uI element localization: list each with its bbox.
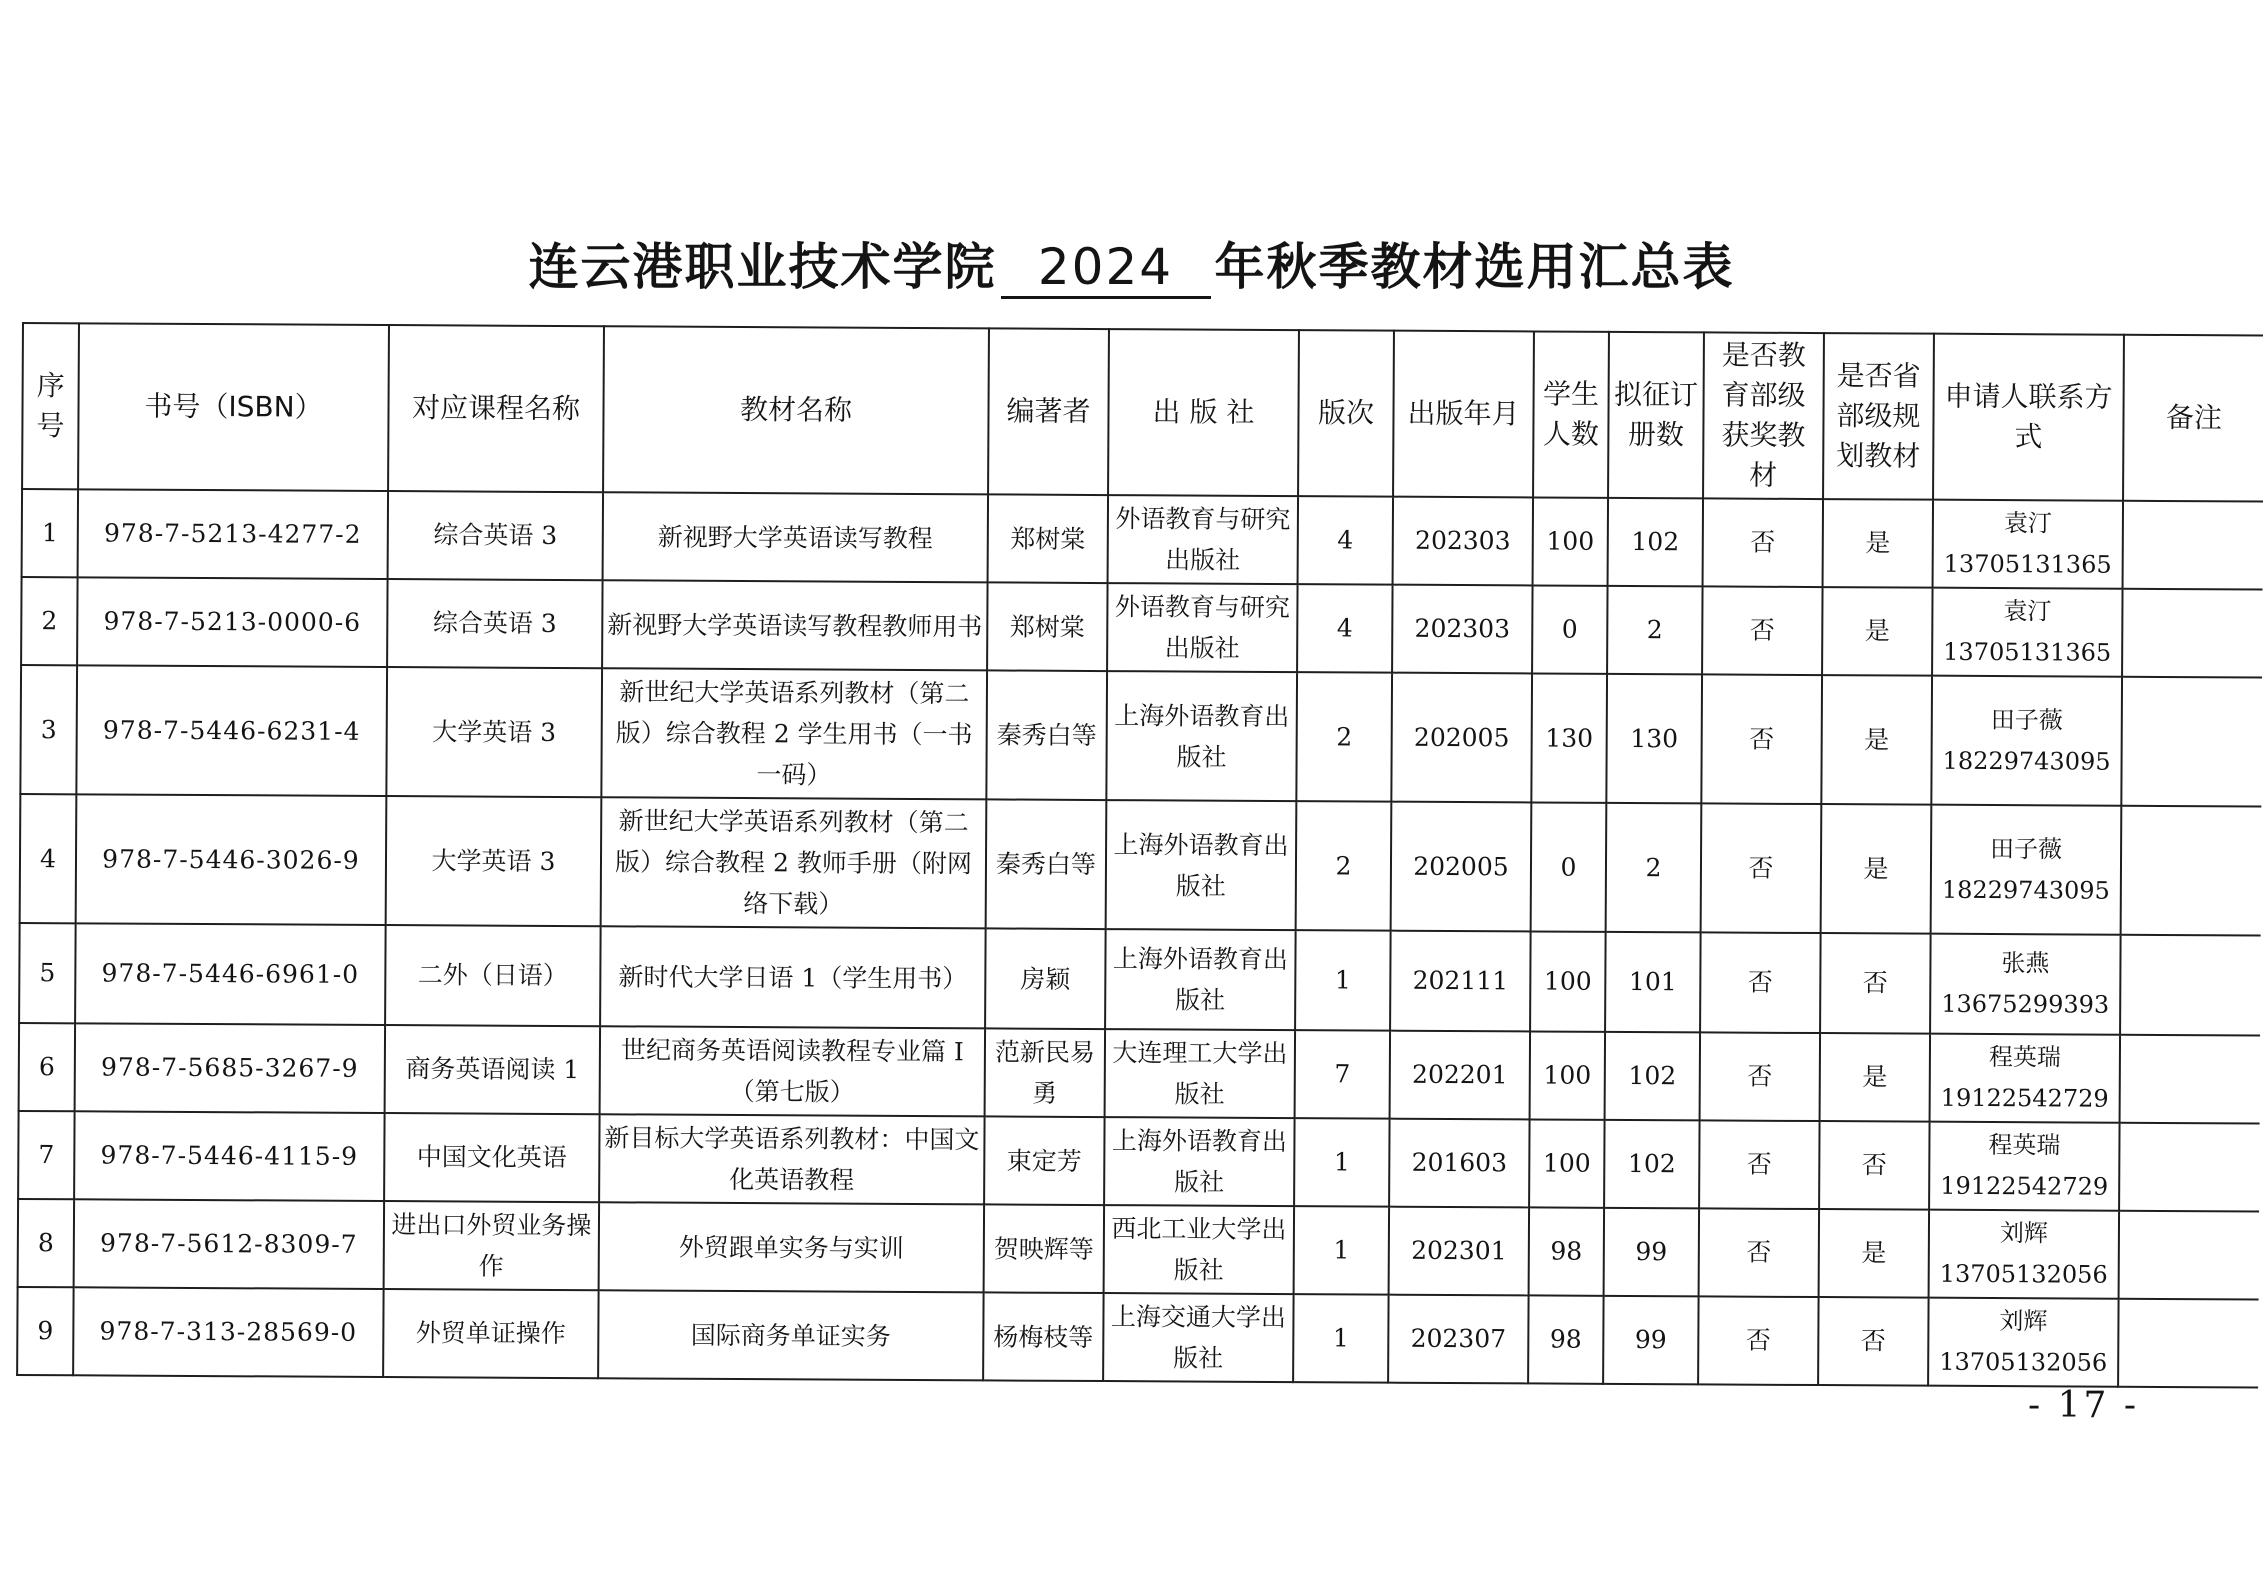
cell-province: 否	[1818, 1297, 1928, 1386]
page-number: - 17 -	[2028, 1385, 2140, 1426]
contact-phone: 18229743095	[1941, 875, 2110, 905]
table-row	[20, 794, 2262, 936]
header-book: 教材名称	[603, 326, 989, 494]
cell-course: 综合英语 3	[387, 579, 602, 668]
cell-edition: 2	[1296, 672, 1392, 802]
cell-province: 否	[1819, 1121, 1929, 1210]
cell-remark	[2123, 501, 2263, 590]
table-header-row	[22, 323, 2263, 502]
cell-book: 新世纪大学英语系列教材（第二版）综合教程 2 教师手册（附网络下载）	[601, 797, 987, 928]
cell-author: 郑树棠	[988, 494, 1108, 583]
cell-course: 大学英语 3	[386, 796, 602, 926]
cell-order: 2	[1606, 803, 1702, 933]
cell-order: 101	[1605, 932, 1701, 1033]
cell-province: 是	[1819, 1209, 1929, 1298]
cell-pubdate: 202005	[1391, 802, 1532, 932]
cell-author: 范新民易勇	[985, 1028, 1105, 1117]
cell-course: 外贸单证操作	[383, 1289, 598, 1378]
cell-students: 98	[1529, 1207, 1604, 1295]
cell-pubdate: 202303	[1392, 585, 1532, 674]
cell-contact	[1929, 1122, 2119, 1211]
table-row	[18, 1111, 2259, 1212]
cell-publisher: 外语教育与研究出版社	[1108, 495, 1298, 584]
contact-name: 袁汀	[2003, 597, 2052, 626]
cell-publisher: 上海交通大学出版社	[1103, 1293, 1293, 1382]
cell-seq: 3	[20, 665, 77, 794]
cell-author: 郑树棠	[987, 582, 1107, 671]
cell-students: 100	[1530, 931, 1606, 1031]
header-publisher: 出 版 社	[1108, 329, 1299, 496]
cell-author: 秦秀白等	[986, 670, 1107, 800]
table-row	[21, 577, 2262, 678]
cell-book: 新世纪大学英语系列教材（第二版）综合教程 2 学生用书（一书一码）	[601, 668, 987, 799]
cell-contact	[1929, 1210, 2119, 1299]
contact-name: 张燕	[2001, 949, 2050, 978]
contact-phone: 19122542729	[1940, 1083, 2109, 1113]
cell-book: 新视野大学英语读写教程教师用书	[602, 580, 987, 670]
cell-author: 杨梅枝等	[983, 1292, 1103, 1381]
header-students: 学生人数	[1533, 331, 1609, 497]
contact-phone: 18229743095	[1942, 746, 2111, 776]
table-row	[19, 1023, 2260, 1124]
cell-students: 98	[1528, 1295, 1603, 1383]
cell-course: 商务英语阅读 1	[385, 1025, 600, 1114]
cell-edition: 7	[1295, 1030, 1390, 1119]
cell-order: 99	[1603, 1296, 1698, 1385]
contact-name: 田子薇	[1990, 705, 2063, 734]
cell-seq: 2	[21, 577, 77, 665]
cell-province: 是	[1823, 499, 1933, 588]
contact-name: 程英瑞	[1988, 1042, 2062, 1072]
cell-order: 130	[1606, 674, 1702, 804]
cell-order: 102	[1605, 1032, 1700, 1121]
cell-edition: 4	[1297, 584, 1392, 673]
cell-ministry: 否	[1699, 1120, 1819, 1209]
cell-remark	[2121, 806, 2262, 936]
contact-phone: 19122542729	[1940, 1171, 2109, 1201]
cell-contact	[1933, 500, 2123, 589]
cell-isbn: 978-7-5213-4277-2	[78, 489, 388, 579]
cell-publisher: 大连理工大学出版社	[1105, 1029, 1295, 1118]
cell-province: 否	[1820, 933, 1931, 1034]
contact-name: 田子薇	[1990, 834, 2063, 863]
header-author: 编著者	[988, 328, 1109, 495]
cell-order: 102	[1608, 498, 1703, 587]
cell-book: 新时代大学日语 1（学生用书）	[600, 926, 986, 1028]
cell-seq: 5	[19, 923, 76, 1023]
cell-ministry: 否	[1701, 674, 1822, 804]
cell-order: 102	[1604, 1120, 1699, 1209]
cell-author: 房颖	[985, 928, 1106, 1029]
contact-phone: 13705132056	[1939, 1347, 2108, 1377]
cell-province: 是	[1820, 1033, 1930, 1122]
cell-course: 中国文化英语	[384, 1113, 599, 1202]
cell-edition: 1	[1294, 1118, 1389, 1207]
cell-seq: 7	[18, 1111, 74, 1199]
cell-book: 世纪商务英语阅读教程专业篇 I（第七版）	[600, 1026, 985, 1116]
cell-course: 二外（日语）	[385, 925, 601, 1026]
cell-pubdate: 202111	[1390, 931, 1531, 1032]
cell-isbn: 978-7-5446-6961-0	[75, 923, 386, 1025]
cell-contact	[1931, 676, 2122, 806]
cell-ministry: 否	[1700, 1032, 1820, 1121]
cell-remark	[2120, 1035, 2260, 1124]
contact-name: 刘辉	[1999, 1219, 2049, 1248]
cell-isbn: 978-7-5612-8309-7	[74, 1199, 384, 1289]
cell-publisher: 西北工业大学出版社	[1104, 1205, 1294, 1294]
cell-publisher: 上海外语教育出版社	[1105, 929, 1296, 1030]
cell-edition: 1	[1293, 1294, 1388, 1383]
cell-isbn: 978-7-5446-4115-9	[74, 1111, 384, 1201]
cell-contact	[1930, 1034, 2120, 1123]
cell-province: 是	[1821, 804, 1932, 934]
cell-pubdate: 202303	[1393, 497, 1533, 586]
cell-book: 新视野大学英语读写教程	[603, 492, 988, 582]
title-suffix: 年秋季教材选用汇总表	[1214, 238, 1735, 296]
cell-contact	[1930, 934, 2121, 1035]
table-row	[17, 1287, 2258, 1388]
cell-publisher: 上海外语教育出版社	[1104, 1117, 1294, 1206]
cell-edition: 1	[1295, 930, 1391, 1031]
cell-remark	[2119, 1123, 2259, 1212]
header-pubdate: 出版年月	[1393, 331, 1534, 498]
cell-ministry: 否	[1701, 803, 1822, 933]
cell-book: 新目标大学英语系列教材：中国文化英语教程	[599, 1114, 984, 1204]
cell-students: 100	[1533, 497, 1608, 585]
cell-students: 130	[1531, 673, 1607, 802]
cell-isbn: 978-7-313-28569-0	[73, 1287, 383, 1377]
cell-book: 国际商务单证实务	[598, 1290, 983, 1380]
cell-order: 2	[1607, 586, 1702, 675]
contact-phone: 13675299393	[1941, 989, 2110, 1019]
contact-phone: 13705131365	[1943, 637, 2112, 667]
header-ministry: 是否教育部级获奖教材	[1703, 332, 1824, 499]
header-isbn: 书号（ISBN）	[78, 323, 389, 491]
table-row	[20, 665, 2262, 807]
cell-publisher: 上海外语教育出版社	[1106, 671, 1297, 801]
cell-contact	[1931, 805, 2122, 935]
cell-students: 100	[1529, 1119, 1604, 1207]
cell-edition: 1	[1294, 1206, 1389, 1295]
cell-students: 0	[1532, 585, 1607, 673]
cell-order: 99	[1604, 1208, 1699, 1297]
cell-students: 0	[1531, 802, 1607, 931]
cell-isbn: 978-7-5446-3026-9	[76, 794, 387, 925]
cell-province: 是	[1821, 675, 1932, 805]
cell-seq: 1	[22, 489, 78, 577]
cell-seq: 6	[19, 1023, 75, 1111]
cell-author: 秦秀白等	[986, 799, 1107, 929]
document-title	[0, 232, 2263, 302]
cell-pubdate: 202201	[1390, 1031, 1530, 1120]
cell-pubdate: 202307	[1388, 1295, 1528, 1384]
cell-course: 综合英语 3	[388, 491, 603, 580]
cell-course: 大学英语 3	[386, 667, 602, 797]
cell-pubdate: 202005	[1391, 673, 1532, 803]
cell-remark	[2120, 935, 2261, 1036]
cell-remark	[2122, 589, 2262, 678]
cell-book: 外贸跟单实务与实训	[599, 1202, 984, 1292]
cell-pubdate: 201603	[1389, 1119, 1529, 1208]
cell-ministry: 否	[1698, 1296, 1818, 1385]
cell-author: 束定芳	[984, 1116, 1104, 1205]
cell-seq: 8	[18, 1199, 74, 1287]
contact-phone: 13705131365	[1943, 549, 2112, 579]
cell-course: 进出口外贸业务操作	[384, 1201, 599, 1290]
cell-remark	[2119, 1211, 2259, 1300]
cell-pubdate: 202301	[1389, 1207, 1529, 1296]
cell-isbn: 978-7-5685-3267-9	[75, 1023, 385, 1113]
cell-students: 100	[1530, 1031, 1605, 1119]
contact-name: 袁汀	[2003, 509, 2052, 538]
title-year: 2024	[1001, 238, 1211, 299]
title-prefix: 连云港职业技术学院	[528, 238, 997, 296]
cell-seq: 4	[20, 794, 77, 923]
cell-edition: 4	[1298, 496, 1393, 585]
cell-contact	[1928, 1298, 2118, 1387]
header-contact: 申请人联系方式	[1933, 334, 2124, 501]
contact-name: 刘辉	[1999, 1307, 2048, 1336]
header-remark: 备注	[2123, 335, 2263, 502]
cell-ministry: 否	[1702, 586, 1822, 675]
cell-province: 是	[1822, 587, 1932, 676]
table-row	[19, 923, 2261, 1036]
cell-publisher: 外语教育与研究出版社	[1107, 583, 1297, 672]
header-order: 拟征订册数	[1608, 332, 1704, 499]
table-row	[22, 489, 2263, 590]
cell-remark	[2118, 1299, 2258, 1388]
table-row	[18, 1199, 2259, 1300]
cell-contact	[1932, 588, 2122, 677]
cell-ministry: 否	[1700, 932, 1821, 1033]
header-province: 是否省部级规划教材	[1823, 333, 1934, 500]
header-course: 对应课程名称	[388, 325, 604, 492]
cell-ministry: 否	[1699, 1208, 1819, 1297]
cell-isbn: 978-7-5446-6231-4	[76, 665, 387, 796]
cell-publisher: 上海外语教育出版社	[1106, 800, 1297, 930]
header-seq: 序号	[22, 323, 79, 489]
cell-seq: 9	[17, 1287, 73, 1375]
contact-phone: 13705132056	[1939, 1259, 2108, 1289]
cell-author: 贺映辉等	[984, 1204, 1104, 1293]
cell-remark	[2121, 677, 2262, 807]
contact-name: 程英瑞	[1988, 1130, 2061, 1160]
cell-ministry: 否	[1703, 498, 1823, 587]
cell-isbn: 978-7-5213-0000-6	[77, 577, 387, 667]
header-edition: 版次	[1298, 330, 1394, 497]
cell-edition: 2	[1296, 801, 1392, 931]
textbook-table	[16, 322, 2263, 1389]
